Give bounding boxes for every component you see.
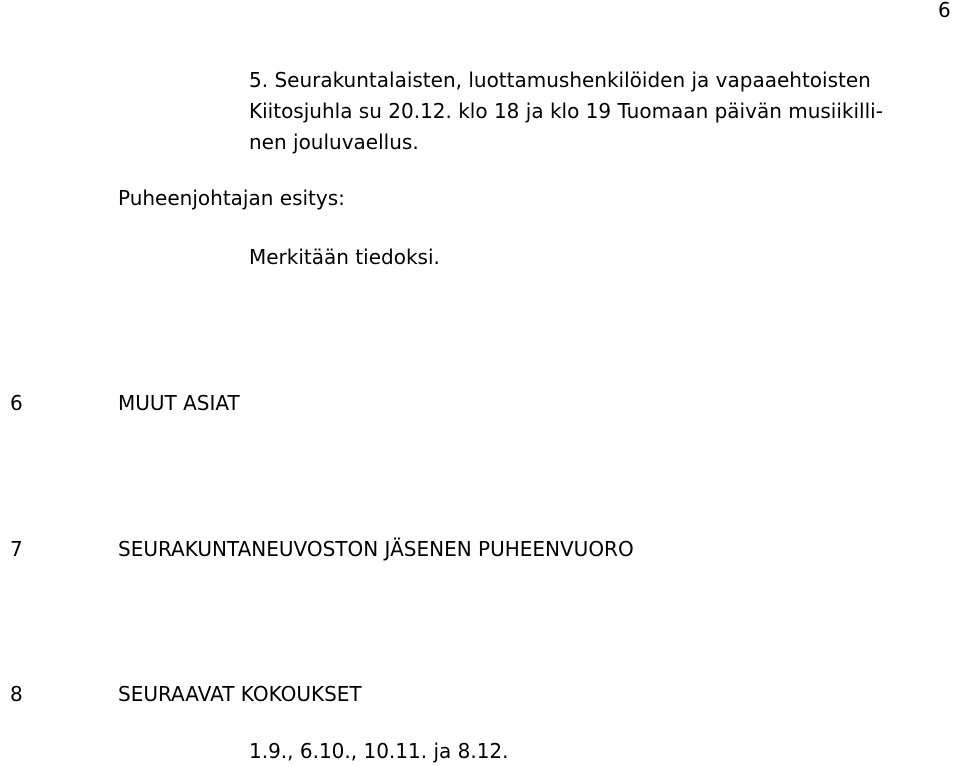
meetings-dates: 1.9., 6.10., 10.11. ja 8.12. (249, 739, 509, 763)
section-number-7: 7 (10, 537, 23, 561)
item5-line2: Kiitosjuhla su 20.12. klo 18 ja klo 19 Tuomaan päivän musiikilli- (249, 99, 883, 123)
item5-line1: 5. Seurakuntalaisten, luottamushenkilöiden ja vapaaehtoisten (249, 68, 871, 92)
section-number-6: 6 (10, 391, 23, 415)
section-title-muut-asiat: MUUT ASIAT (118, 391, 240, 415)
section-title-jasenen-puheenvuoro: SEURAKUNTANEUVOSTON JÄSENEN PUHEENVUORO (118, 537, 634, 561)
section-title-seuraavat-kokoukset: SEURAAVAT KOKOUKSET (118, 682, 362, 706)
item5-line3: nen jouluvaellus. (249, 130, 419, 154)
section-number-8: 8 (10, 682, 23, 706)
proposal-label: Puheenjohtajan esitys: (118, 186, 345, 210)
page-number: 6 (938, 0, 951, 22)
decision-text: Merkitään tiedoksi. (249, 245, 440, 269)
